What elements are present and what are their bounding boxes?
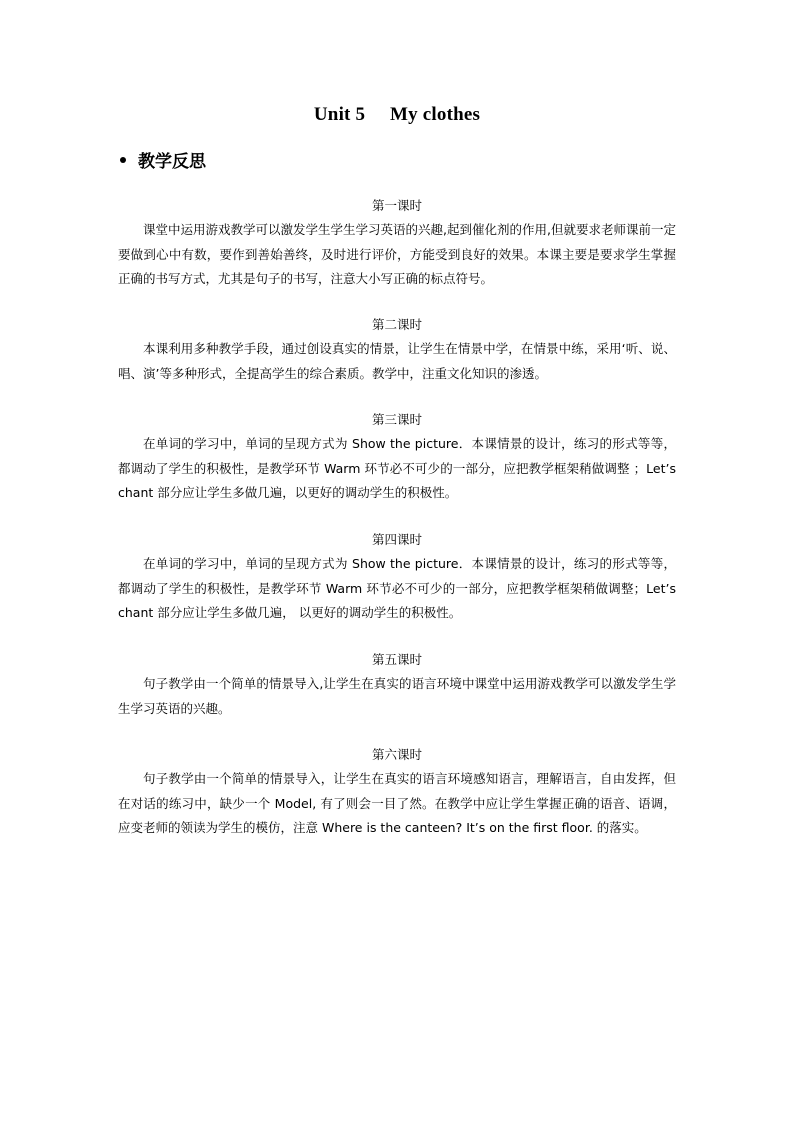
lesson-body: 课堂中运用游戏教学可以激发学生学生学习英语的兴趣,起到催化剂的作用,但就要求老师课前一定要做到心中有数，要作到善始善终，及时进行评价，方能受到良好的效果。本课主要是要求学生掌握正确的书写方式，尤其是句子的书写，注意大小写正确的标点符号。 <box>118 222 676 286</box>
section-heading <box>120 147 206 172</box>
lesson-title: 第六课时 <box>371 747 422 762</box>
lesson-title: 第一课时 <box>371 198 422 213</box>
lesson-1 <box>118 194 676 292</box>
heading-text: 教学反思 <box>138 152 206 172</box>
lesson-6 <box>118 743 676 841</box>
lesson-3 <box>118 408 676 506</box>
lesson-body: 在单词的学习中，单词的呈现方式为 Show the picture．本课情景的设计，练习的形式等等，都调动了学生的积极性，是教学环节 Warm 环节必不可少的一部分，应把教学框架稍做调整 ；Let’s chant 部分应让学生多做几遍，以更好的调动学生的积极性。 <box>118 436 676 500</box>
lesson-title: 第二课时 <box>371 317 422 332</box>
lesson-body: 句子教学由一个简单的情景导入，让学生在真实的语言环境感知语言，理解语言，自由发挥，但在对话的练习中，缺少一个 Model, 有了则会一目了然。在教学中应让学生掌握正确的语音、语调，应变老师的领读为学生的模仿，注意 Where is the canteen? It’s on the first floor. 的落实。 <box>118 771 676 835</box>
document-title: Unit 5 My clothes <box>313 104 481 125</box>
lesson-body: 在单词的学习中，单词的呈现方式为 Show the picture．本课情景的设计，练习的形式等等，都调动了学生的积极性，是教学环节 Warm 环节必不可少的一部分，应把教学框架稍做调整；Let’s chant 部分应让学生多做几遍， 以更好的调动学生的积极性。 <box>118 556 676 620</box>
lesson-body: 句子教学由一个简单的情景导入,让学生在真实的语言环境中课堂中运用游戏教学可以激发学生学生学习英语的兴趣。 <box>118 676 676 716</box>
lesson-title: 第三课时 <box>371 412 422 427</box>
bullet-icon <box>120 157 126 163</box>
lesson-5 <box>118 648 676 721</box>
lesson-4 <box>118 528 676 626</box>
lesson-body: 本课利用多种教学手段，通过创设真实的情景，让学生在情景中学，在情景中练，采用‘听、说、唱、演’等多种形式，全提高学生的综合素质。教学中，注重文化知识的渗透。 <box>118 341 676 381</box>
lesson-title: 第四课时 <box>371 532 422 547</box>
lesson-title: 第五课时 <box>371 652 422 667</box>
lesson-2 <box>118 313 676 386</box>
